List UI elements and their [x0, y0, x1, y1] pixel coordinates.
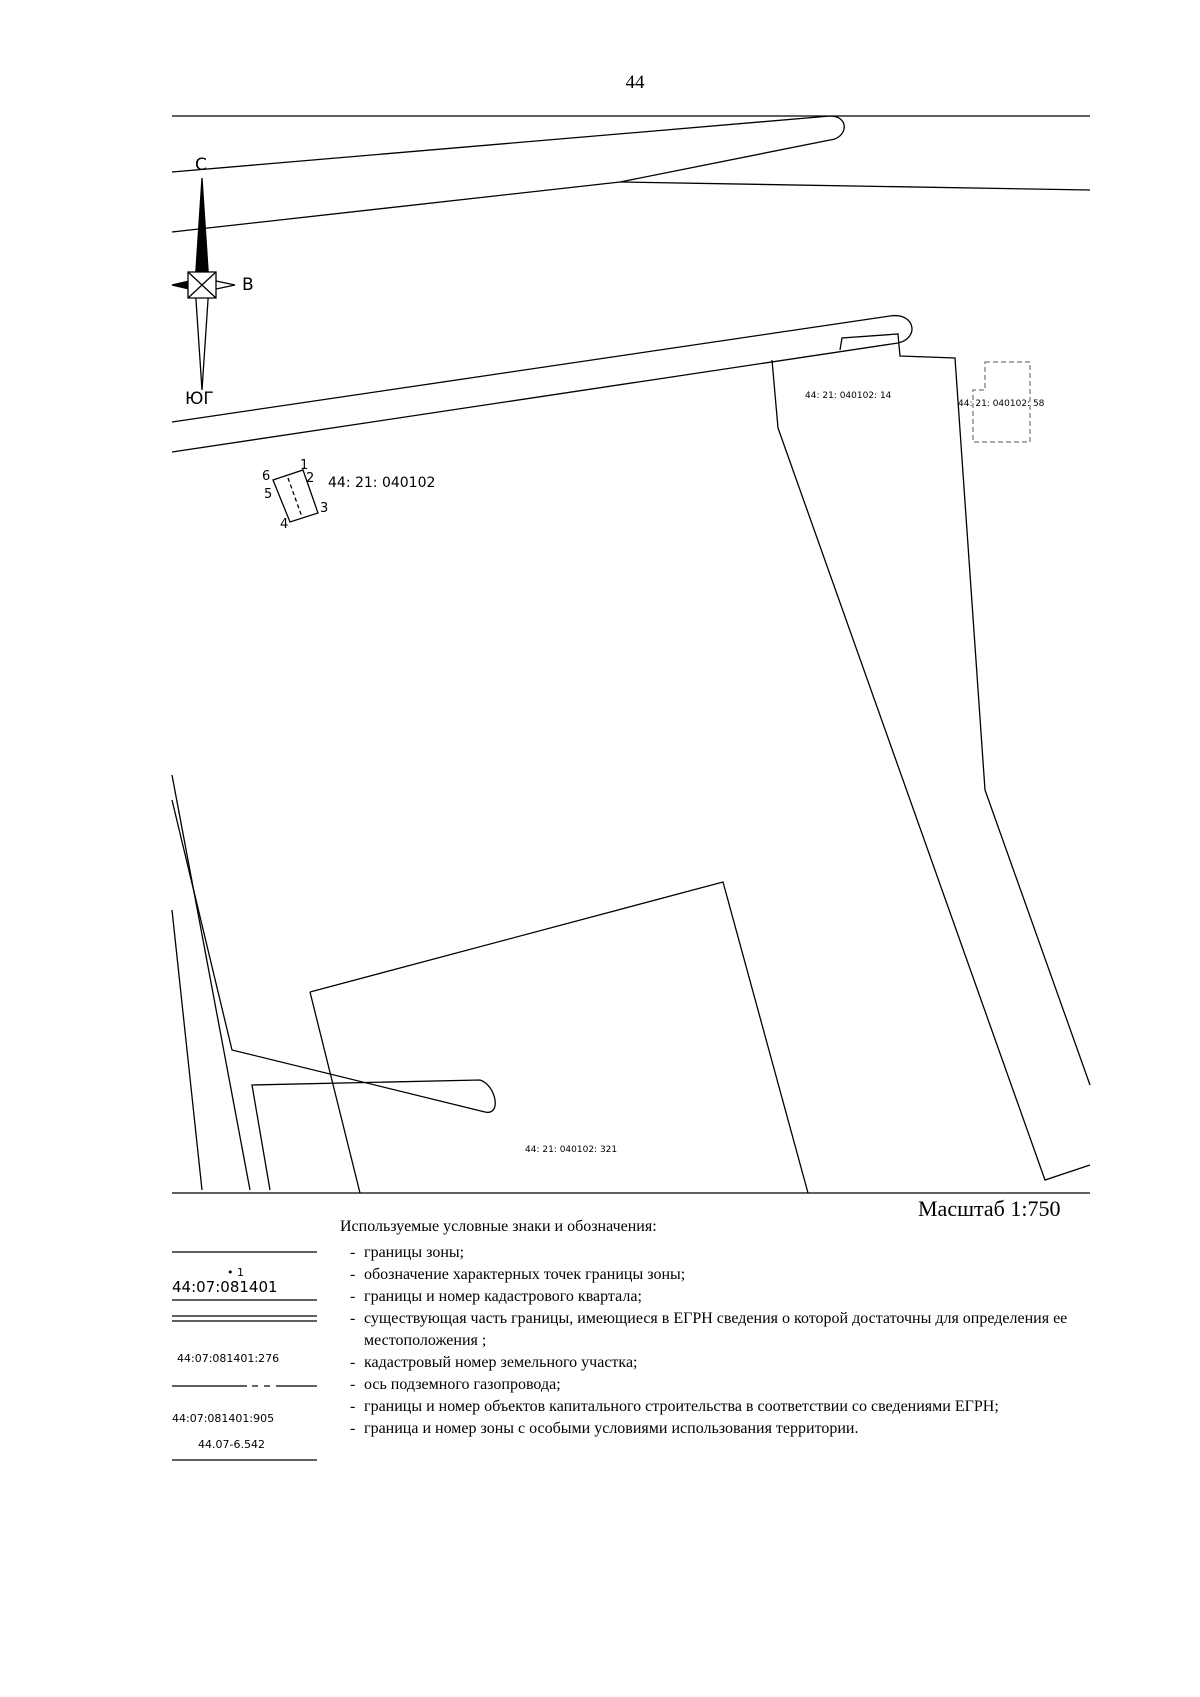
legend-item: - границы зоны; [350, 1244, 465, 1261]
point-2-label: 2 [306, 471, 315, 486]
road-top [172, 116, 1090, 190]
compass-needle-south [195, 285, 209, 390]
point-1-label: 1 [300, 458, 309, 473]
compass-south-label: ЮГ [185, 389, 214, 409]
legend-item: - границы и номер объектов капитального строительства в соответствии со сведениями ЕГРН; [350, 1398, 999, 1415]
quarter-label: 44: 21: 040102 [328, 475, 436, 491]
parcel-58-label: 44: 21: 040102: 58 [958, 399, 1045, 409]
legend-symbol-zone: 44.07-6.542 [198, 1438, 265, 1451]
road-top-lower [172, 182, 620, 232]
parcel-14-left [772, 360, 1090, 1180]
parcel-14-label: 44: 21: 040102: 14 [805, 391, 892, 401]
compass-north-label: С [195, 155, 207, 175]
legend-symbol-building: 44:07:081401:905 [172, 1412, 275, 1425]
legend-list [350, 1242, 1090, 1440]
road-left-outer [172, 775, 250, 1190]
legend-item: - существующая часть границы, имеющиеся в ЕГРН сведения о которой достаточны для определения ее местоположения ; [350, 1310, 1068, 1349]
point-5-label: 5 [264, 487, 273, 502]
parcel-321-label: 44: 21: 040102: 321 [525, 1145, 618, 1155]
legend-symbol-parcel: 44:07:081401:276 [177, 1352, 280, 1365]
legend-symbol-point: • 1 [227, 1266, 244, 1279]
point-6-label: 6 [262, 469, 271, 484]
legend-item: - граница и номер зоны с особыми условиями использования территории. [350, 1420, 859, 1437]
legend-item: - ось подземного газопровода; [350, 1376, 561, 1393]
road-top-upper [172, 190, 300, 202]
page-number: 44 [625, 72, 645, 93]
legend-symbols [172, 1240, 317, 1470]
legend-symbol-quarter: 44:07:081401 [172, 1278, 278, 1296]
legend-title: Используемые условные знаки и обозначения: [340, 1218, 657, 1235]
zone-polygon-axis [288, 478, 302, 517]
point-4-label: 4 [280, 517, 289, 532]
legend-item: - кадастровый номер земельного участка; [350, 1354, 638, 1371]
legend-item: - обозначение характерных точек границы зоны; [350, 1266, 686, 1283]
point-3-label: 3 [320, 501, 329, 516]
road-main [172, 316, 912, 452]
road-left-branch [172, 800, 495, 1190]
compass-east-label: В [242, 275, 254, 295]
road-left-inner [172, 910, 202, 1190]
legend-item: - границы и номер кадастрового квартала; [350, 1288, 642, 1305]
scale-label: Масштаб 1:750 [918, 1196, 1061, 1221]
compass-needle-north [195, 178, 209, 285]
